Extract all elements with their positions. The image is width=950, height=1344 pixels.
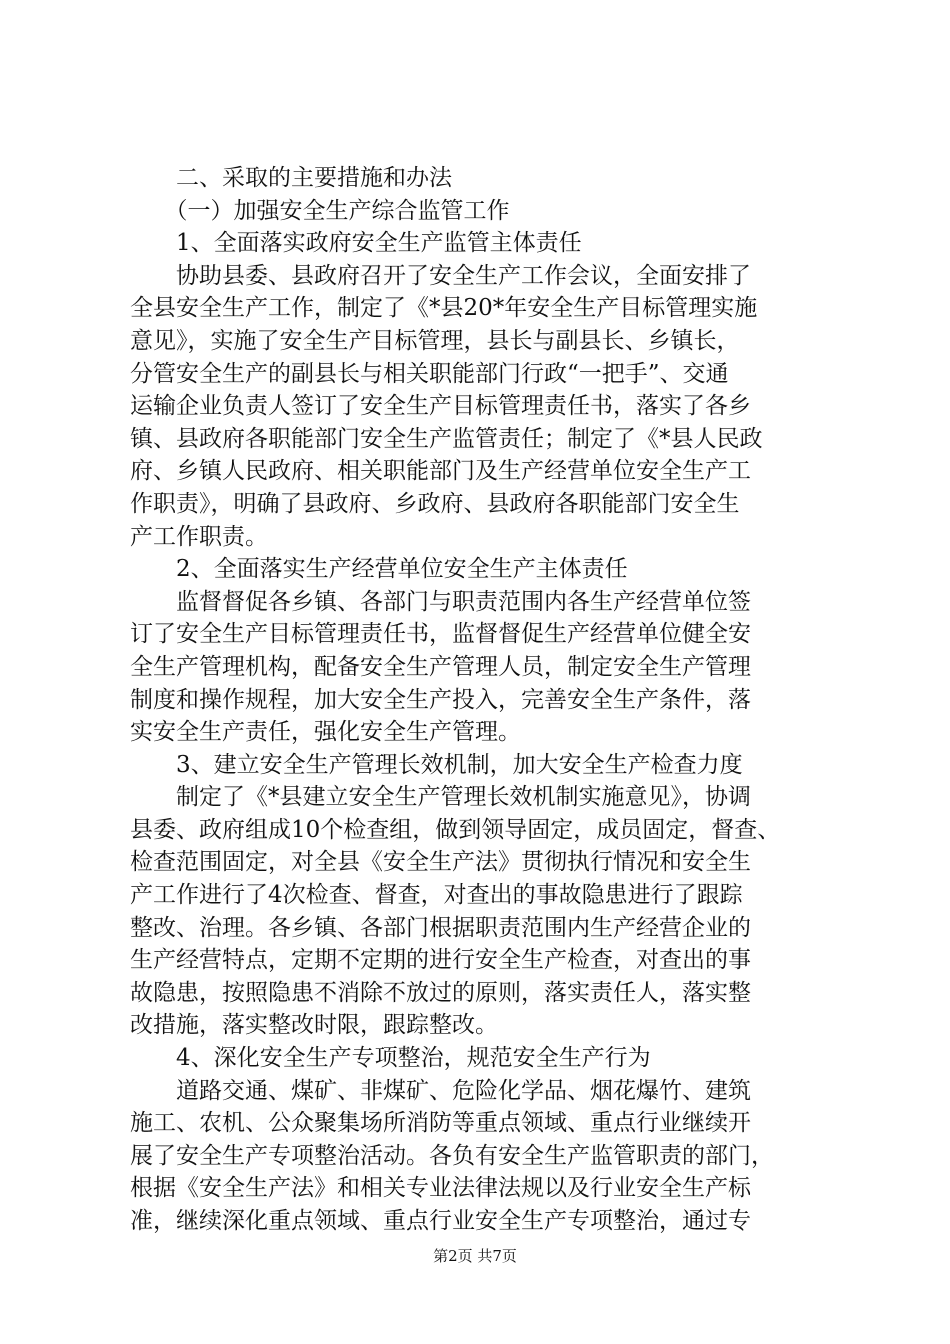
text-line: 生产经营特点，定期不定期的进行安全生产检查，对查出的事 [130, 947, 751, 974]
text-line: 展了安全生产专项整治活动。各负有安全生产监管职责的部门， [130, 1142, 774, 1169]
text-line: 全生产管理机构，配备安全生产管理人员，制定安全生产管理 [130, 653, 751, 680]
text-line: 监督督促各乡镇、各部门与职责范围内各生产经营单位签 [130, 588, 751, 615]
text-line: 施工、农机、公众聚集场所消防等重点领域、重点行业继续开 [130, 1110, 751, 1137]
text-line: 根据《安全生产法》和相关专业法律法规以及行业安全生产标 [130, 1175, 751, 1202]
text-line: 订了安全生产目标管理责任书，监督督促生产经营单位健全安 [130, 621, 751, 648]
text-line: 县委、政府组成10个检查组，做到领导固定，成员固定，督查、 [130, 816, 781, 843]
text-line: 4、深化安全生产专项整治，规范安全生产行为 [130, 1045, 651, 1072]
text-line: 二、采取的主要措施和办法 [130, 165, 452, 191]
text-line: 全县安全生产工作，制定了《*县20*年安全生产目标管理实施 [130, 295, 758, 322]
text-line: 制定了《*县建立安全生产管理长效机制实施意见》，协调 [130, 784, 751, 811]
text-line: 作职责》，明确了县政府、乡政府、县政府各职能部门安全生 [130, 490, 740, 517]
text-line: 2、全面落实生产经营单位安全生产主体责任 [130, 556, 628, 583]
text-line: 实安全生产责任，强化安全生产管理。 [130, 719, 521, 746]
text-line: 产工作职责。 [130, 523, 268, 550]
text-line: 镇、县政府各职能部门安全生产监管责任；制定了《*县人民政 [130, 425, 763, 452]
text-line: 意见》，实施了安全生产目标管理，县长与副县长、乡镇长， [130, 327, 740, 354]
text-line: 1、全面落实政府安全生产监管主体责任 [130, 230, 582, 257]
text-line: 府、乡镇人民政府、相关职能部门及生产经营单位安全生产工 [130, 458, 751, 485]
text-line: 检查范围固定，对全县《安全生产法》贯彻执行情况和安全生 [130, 849, 751, 876]
text-line: 协助县委、县政府召开了安全生产工作会议，全面安排了 [130, 262, 751, 289]
text-line: 3、建立安全生产管理长效机制，加大安全生产检查力度 [130, 751, 743, 778]
text-line: 道路交通、煤矿、非煤矿、危险化学品、烟花爆竹、建筑 [130, 1077, 751, 1104]
text-line: 分管安全生产的副县长与相关职能部门行政“一把手”、交通 [130, 360, 729, 387]
text-line: 运输企业负责人签订了安全生产目标管理责任书，落实了各乡 [130, 393, 751, 420]
document-body [130, 162, 830, 1238]
text-line: （一）加强安全生产综合监管工作 [130, 197, 510, 224]
text-line: 产工作进行了4次检查、督查，对查出的事故隐患进行了跟踪 [130, 882, 743, 909]
page-footer: 第2页 共7页 [433, 1247, 517, 1265]
text-line: 制度和操作规程，加大安全生产投入，完善安全生产条件，落 [130, 686, 751, 713]
text-line: 改措施，落实整改时限，跟踪整改。 [130, 1012, 498, 1039]
text-line: 故隐患，按照隐患不消除不放过的原则，落实责任人，落实整 [130, 979, 751, 1006]
text-line: 整改、治理。各乡镇、各部门根据职责范围内生产经营企业的 [130, 914, 751, 941]
text-line: 准，继续深化重点领域、重点行业安全生产专项整治，通过专 [130, 1208, 751, 1234]
